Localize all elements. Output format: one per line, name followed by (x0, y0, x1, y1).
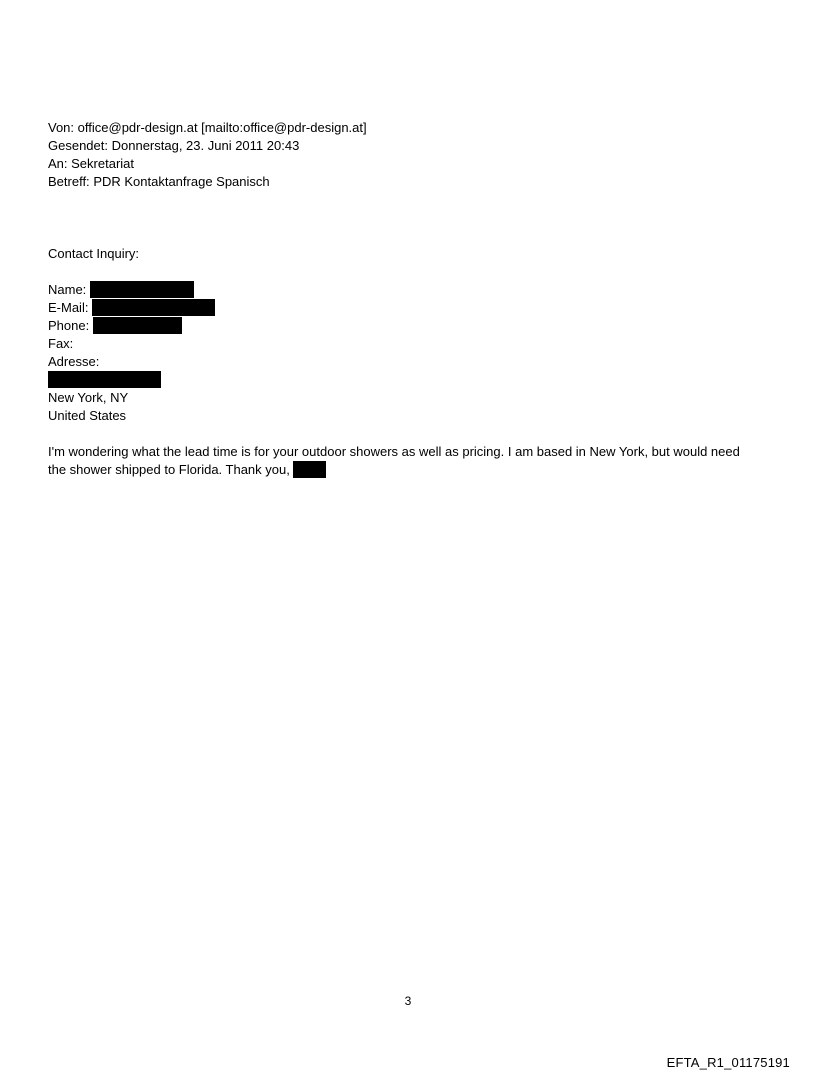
from-value: office@pdr-design.at [mailto:office@pdr-design.at] (77, 120, 367, 135)
from-label: Von: (48, 120, 75, 135)
redaction-box (92, 299, 215, 316)
message-paragraph (48, 443, 748, 479)
inquiry-title: Contact Inquiry: (48, 246, 140, 261)
from-line (48, 119, 367, 137)
address-street-line (48, 371, 768, 389)
message-text: I'm wondering what the lead time is for your outdoor showers as well as pricing. I am based in New York, but would need the shower shipped to Florida. Thank you, (48, 444, 740, 477)
email-header (48, 119, 367, 191)
address-label: Adresse: (48, 354, 100, 369)
name-label: Name: (48, 282, 87, 297)
page-number: 3 (404, 994, 412, 1008)
phone-label: Phone: (48, 318, 90, 333)
phone-line (48, 317, 768, 335)
to-value: Sekretariat (71, 156, 135, 171)
to-line (48, 155, 367, 173)
redaction-box (293, 461, 326, 478)
fax-label: Fax: (48, 336, 74, 351)
subject-label: Betreff: (48, 174, 90, 189)
spacer (48, 425, 768, 443)
redaction-box (90, 281, 194, 298)
country: United States (48, 408, 127, 423)
email-body (48, 245, 768, 479)
sent-value: Donnerstag, 23. Juni 2011 20:43 (111, 138, 300, 153)
city-state: New York, NY (48, 390, 129, 405)
email-label: E-Mail: (48, 300, 89, 315)
fax-line (48, 335, 768, 353)
redaction-box (93, 317, 182, 334)
name-line (48, 281, 768, 299)
spacer (48, 263, 768, 281)
subject-line (48, 173, 367, 191)
redaction-box (48, 371, 161, 388)
address-line (48, 353, 768, 371)
to-label: An: (48, 156, 68, 171)
email-line (48, 299, 768, 317)
subject-value: PDR Kontaktanfrage Spanisch (93, 174, 270, 189)
sent-label: Gesendet: (48, 138, 108, 153)
sent-line (48, 137, 367, 155)
bates-number: EFTA_R1_01175191 (666, 1055, 790, 1070)
